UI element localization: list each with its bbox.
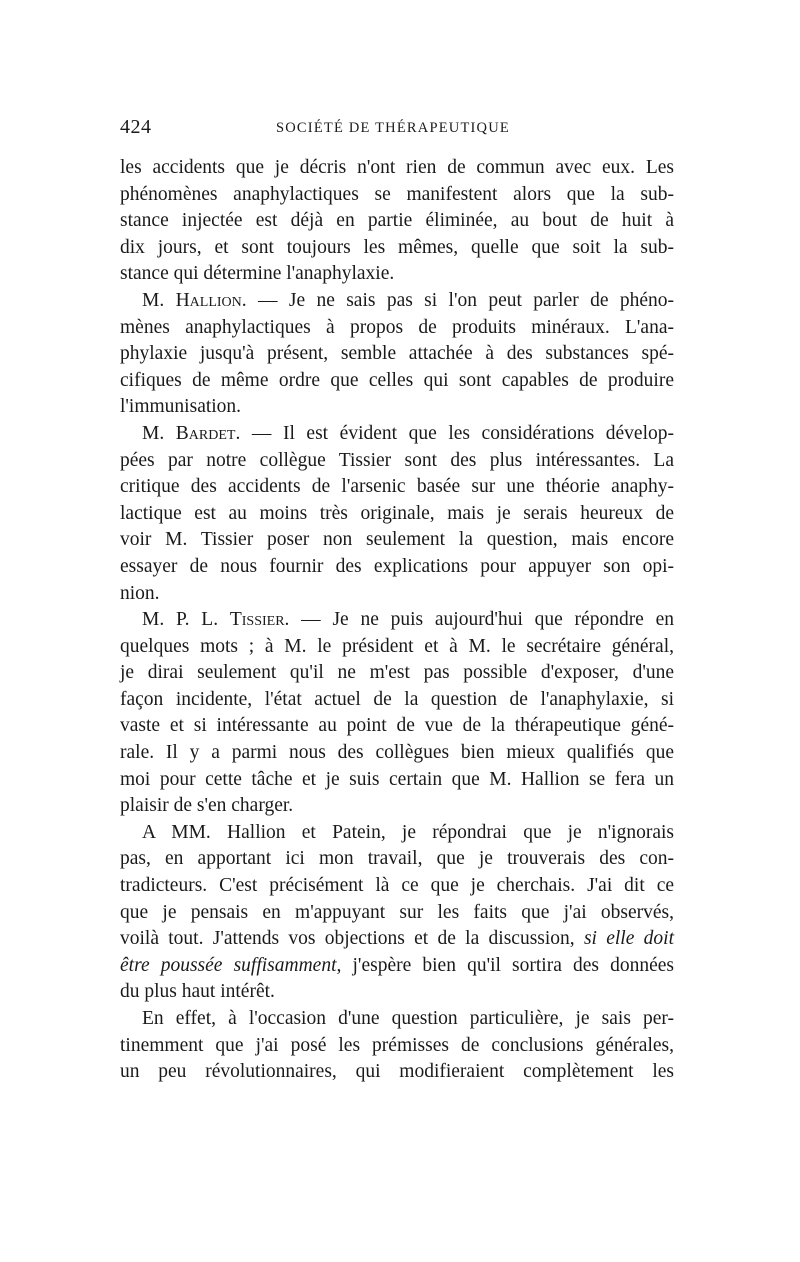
italic-segment: être poussée suffisamment,: [120, 954, 342, 976]
text-line: rale. Il y a parmi nous des collègues bien mieux qualifiés que: [120, 742, 674, 764]
speaker-line-hallion: [120, 288, 674, 315]
running-head-title: SOCIÉTÉ DE THÉRAPEUTIQUE: [276, 120, 510, 136]
text-line: les accidents que je décris n'ont rien de commun avec eux. Les: [120, 157, 674, 178]
text-line: pas, en apportant ici mon travail, que je trouverais des con-: [120, 848, 674, 870]
text-line: l'immunisation.: [120, 396, 242, 418]
speaker-line-bardet: [120, 421, 674, 448]
speaker-name: Hallion: [175, 289, 242, 311]
text-line: pées par notre collègue Tissier sont des plus intéressantes. La: [120, 449, 674, 471]
text-line: En effet, à l'occasion d'une question particulière, je sais per-: [142, 1008, 674, 1029]
text-line: phylaxie jusqu'à présent, semble attachée à des substances spé-: [120, 343, 674, 365]
speaker-line-tissier: [120, 607, 674, 634]
text-line: dix jours, et sont toujours les mêmes, quelle que soit la sub-: [120, 236, 674, 258]
text-line: nion.: [120, 582, 160, 604]
running-head: [120, 116, 680, 140]
text-line-mixed: [120, 926, 674, 953]
text-line: lactique est au moins très originale, mais je serais heureux de: [120, 502, 674, 524]
text-line: un peu révolutionnaires, qui modifieraient complètement les: [120, 1061, 674, 1083]
speaker-name: Bardet: [175, 422, 236, 444]
text-segment: voilà tout. J'attends vos objections et de la discussion,: [120, 928, 575, 950]
speaker-text: . — Je ne sais pas si l'on peut parler de phéno-: [241, 289, 675, 311]
text-line: essayer de nous fournir des explications pour appuyer son opi-: [120, 555, 674, 577]
speaker-text: . — Je ne puis aujourd'hui que répondre en: [284, 609, 675, 631]
text-line: plaisir de s'en charger.: [120, 795, 294, 817]
speaker-prefix: M.: [142, 289, 176, 311]
text-line: quelques mots ; à M. le président et à M. le secrétaire général,: [120, 635, 674, 657]
text-line: moi pour cette tâche et je suis certain que M. Hallion se fera un: [120, 768, 674, 790]
text-line: façon incidente, l'état actuel de la question de l'anaphylaxie, si: [120, 688, 674, 710]
text-line: mènes anaphylactiques à propos de produits minéraux. L'ana-: [120, 316, 674, 338]
text-line: vaste et si intéressante au point de vue de la thérapeutique géné-: [120, 715, 674, 737]
speaker-prefix: M. P. L.: [142, 609, 230, 631]
text-line: tradicteurs. C'est précisément là ce que je cherchais. J'ai dit ce: [120, 875, 674, 897]
text-line: cifiques de même ordre que celles qui sont capables de produire: [120, 369, 674, 391]
body-text: [120, 155, 674, 1086]
speaker-name: Tissier: [229, 609, 285, 631]
page-number: 424: [120, 116, 152, 138]
speaker-prefix: M.: [142, 422, 176, 444]
speaker-text: . — Il est évident que les considérations dévelop-: [235, 422, 674, 444]
text-line: je dirai seulement qu'il ne m'est pas possible d'exposer, d'une: [120, 662, 674, 684]
text-line: stance injectée est déjà en partie éliminée, au bout de huit à: [120, 210, 674, 232]
text-line: voir M. Tissier poser non seulement la question, mais encore: [120, 529, 674, 551]
text-line: tinemment que j'ai posé les prémisses de conclusions générales,: [120, 1034, 674, 1056]
text-line: que je pensais en m'appuyant sur les faits que j'ai observés,: [120, 901, 674, 923]
italic-segment: si elle doit: [583, 928, 674, 950]
text-line: A MM. Hallion et Patein, je répondrai que je n'ignorais: [142, 821, 674, 843]
text-segment: j'espère bien qu'il sortira des données: [341, 954, 675, 976]
text-line: stance qui détermine l'anaphylaxie.: [120, 263, 395, 285]
text-line: phénomènes anaphylactiques se manifestent alors que la sub-: [120, 183, 674, 205]
text-line: critique des accidents de l'arsenic basée sur une théorie anaphy-: [120, 476, 674, 498]
text-line: du plus haut intérêt.: [120, 981, 275, 1003]
text-line-mixed: [120, 953, 674, 980]
